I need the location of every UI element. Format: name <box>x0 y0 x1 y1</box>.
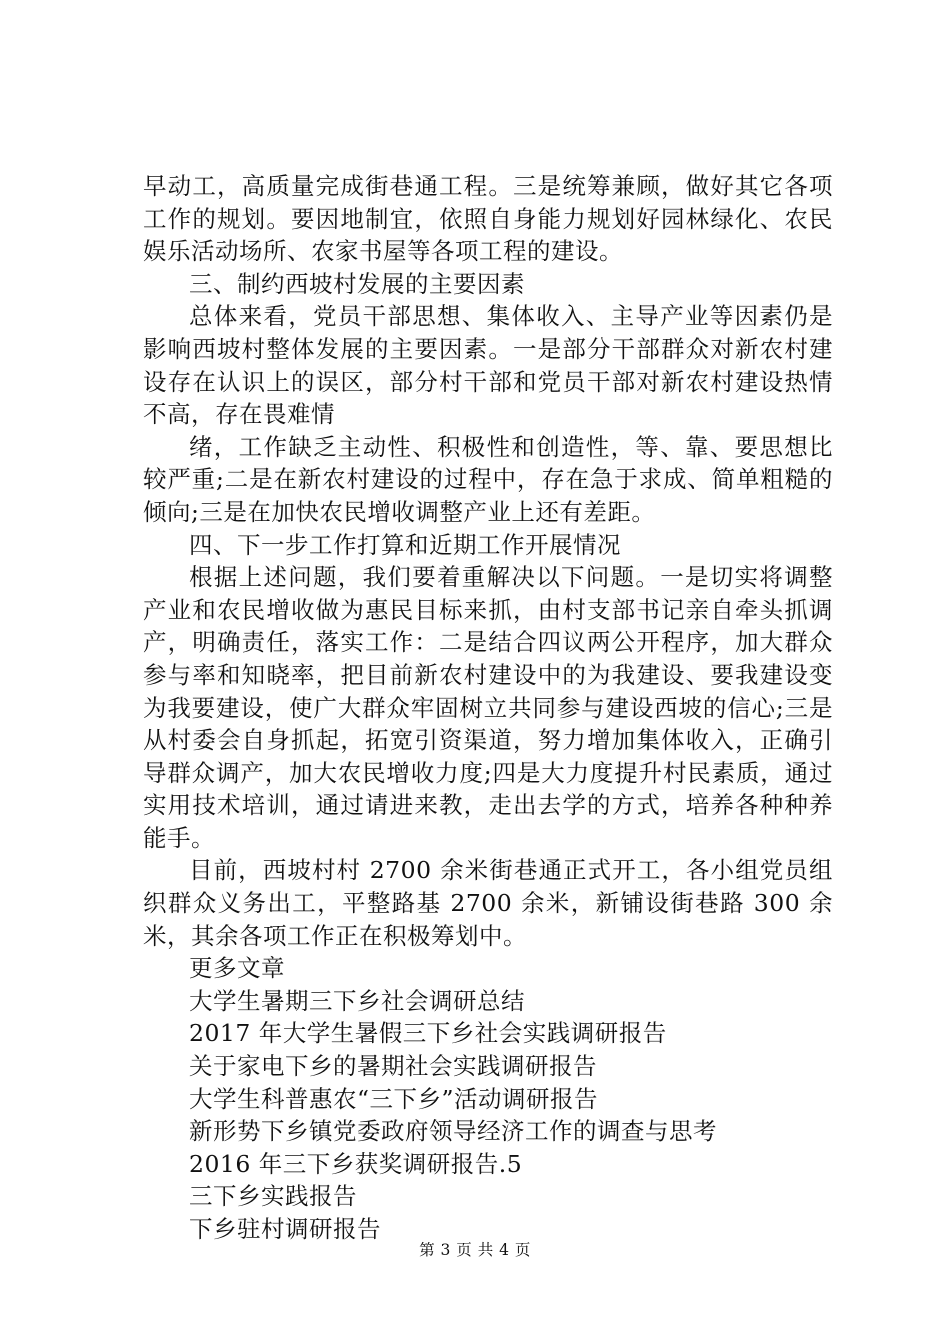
section-heading: 三、制约西坡村发展的主要因素 <box>189 269 525 298</box>
article-link[interactable]: 新形势下乡镇党委政府领导经济工作的调查与思考 <box>189 1117 717 1146</box>
article-link[interactable]: 三下乡实践报告 <box>189 1182 357 1211</box>
paragraph: 目前，西坡村村 2700 余米街巷通正式开工，各小组党员组织群众义务出工，平整路基 2700 余米，新铺设街巷路 300 余米，其余各项工作正在积极筹划中。 <box>143 856 833 950</box>
paragraph: 早动工，高质量完成街巷通工程。三是统筹兼顾，做好其它各项工作的规划。要因地制宜，依照自身能力规划好园林绿化、农民娱乐活动场所、农家书屋等各项工程的建设。 <box>143 172 833 266</box>
section-heading: 四、下一步工作打算和近期工作开展情况 <box>189 530 621 559</box>
page-footer: 第 3 页 共 4 页 <box>419 1241 531 1259</box>
article-link[interactable]: 2016 年三下乡获奖调研报告.5 <box>189 1149 523 1178</box>
document-body <box>143 170 833 1246</box>
paragraph: 绪，工作缺乏主动性、积极性和创造性，等、靠、要思想比较严重;二是在新农村建设的过程中，存在急于求成、简单粗糙的倾向;三是在加快农民增收调整产业上还有差距。 <box>143 432 833 526</box>
paragraph: 根据上述问题，我们要着重解决以下问题。一是切实将调整产业和农民增收做为惠民目标来抓，由村支部书记亲自牵头抓调产，明确责任，落实工作：二是结合四议两公开程序，加大群众参与率和知晓率，把目前新农村建设中的为我建设、要我建设变为我要建设，使广大群众牢固树立共同参与建设西坡的信心;三是从村委会自身抓起，拓宽引资渠道，努力增加集体收入，正确引导群众调产，加大农民增收力度;四是大力度提升村民素质，通过实用技术培训，通过请进来教，走出去学的方式，培养各种种养能手。 <box>143 563 833 852</box>
article-link[interactable]: 2017 年大学生暑假三下乡社会实践调研报告 <box>189 1019 667 1048</box>
more-articles-list <box>143 985 833 1246</box>
more-articles-heading: 更多文章 <box>189 954 285 983</box>
paragraph: 总体来看，党员干部思想、集体收入、主导产业等因素仍是影响西坡村整体发展的主要因素。一是部分干部群众对新农村建设存在认识上的误区，部分村干部和党员干部对新农村建设热情不高，存在畏难情 <box>143 302 833 429</box>
article-link[interactable]: 大学生科普惠农“三下乡”活动调研报告 <box>189 1084 599 1113</box>
article-link[interactable]: 下乡驻村调研报告 <box>189 1215 381 1243</box>
article-link[interactable]: 关于家电下乡的暑期社会实践调研报告 <box>189 1052 597 1081</box>
article-link[interactable]: 大学生暑期三下乡社会调研总结 <box>189 986 525 1015</box>
